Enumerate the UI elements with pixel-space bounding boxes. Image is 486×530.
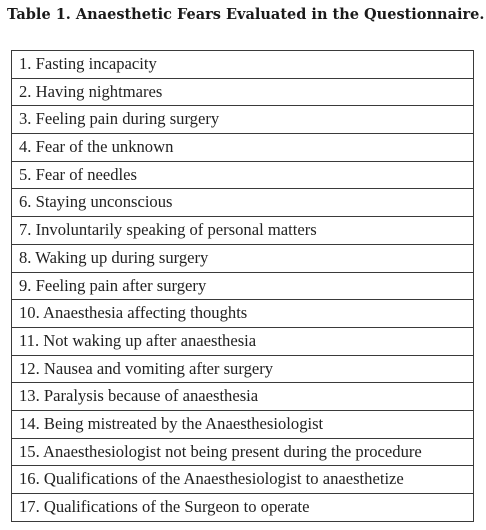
table-cell: 12. Nausea and vomiting after surgery	[12, 355, 474, 383]
table-cell: 14. Being mistreated by the Anaesthesiologist	[12, 410, 474, 438]
table-row	[12, 244, 474, 272]
table-row	[12, 78, 474, 106]
table-row	[12, 466, 474, 494]
table-cell: 8. Waking up during surgery	[12, 244, 474, 272]
table-cell: 3. Feeling pain during surgery	[12, 106, 474, 134]
table-cell: 13. Paralysis because of anaesthesia	[12, 383, 474, 411]
table-cell: 16. Qualifications of the Anaesthesiologist to anaesthetize	[12, 466, 474, 494]
table-row	[12, 383, 474, 411]
table-row	[12, 217, 474, 245]
table-row	[12, 300, 474, 328]
fears-table	[11, 50, 474, 522]
table-cell: 1. Fasting incapacity	[12, 51, 474, 79]
table-cell: 9. Feeling pain after surgery	[12, 272, 474, 300]
table-row	[12, 494, 474, 522]
table-row	[12, 134, 474, 162]
table-cell: 5. Fear of needles	[12, 161, 474, 189]
table-cell: 7. Involuntarily speaking of personal matters	[12, 217, 474, 245]
table-row	[12, 410, 474, 438]
table-cell: 15. Anaesthesiologist not being present during the procedure	[12, 438, 474, 466]
table-cell: 17. Qualifications of the Surgeon to operate	[12, 494, 474, 522]
table-cell: 2. Having nightmares	[12, 78, 474, 106]
table-row	[12, 189, 474, 217]
table-row	[12, 51, 474, 79]
table-row	[12, 106, 474, 134]
table-cell: 4. Fear of the unknown	[12, 134, 474, 162]
fears-table-body	[12, 51, 474, 522]
table-cell: 10. Anaesthesia affecting thoughts	[12, 300, 474, 328]
table-cell: 11. Not waking up after anaesthesia	[12, 327, 474, 355]
table-row	[12, 438, 474, 466]
table-row	[12, 355, 474, 383]
table-row	[12, 272, 474, 300]
table-caption: Table 1. Anaesthetic Fears Evaluated in the Questionnaire.	[7, 6, 485, 23]
table-cell: 6. Staying unconscious	[12, 189, 474, 217]
table-row	[12, 327, 474, 355]
table-row	[12, 161, 474, 189]
